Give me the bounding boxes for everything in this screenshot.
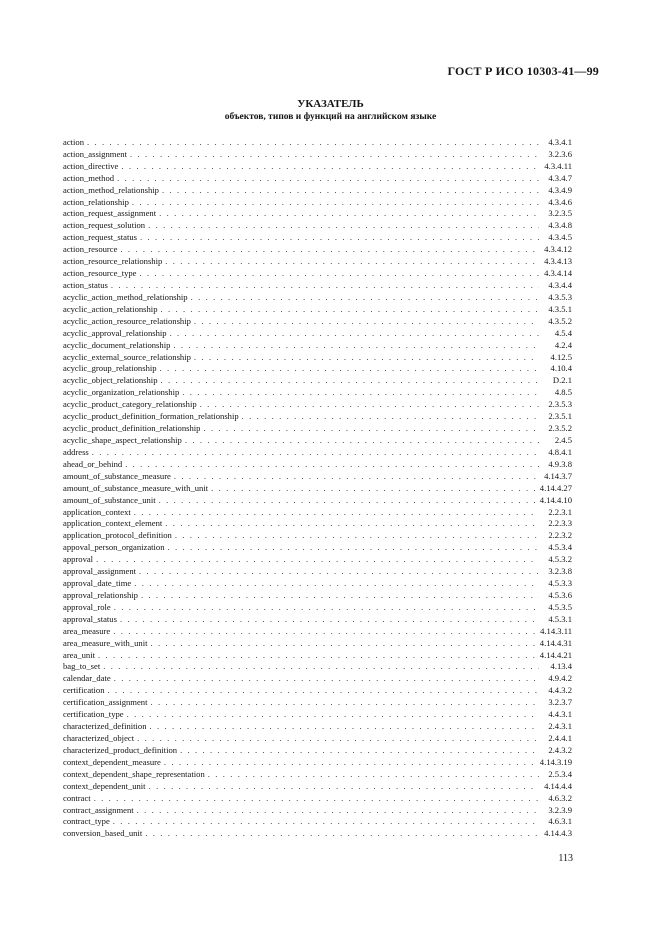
index-term: contract_type xyxy=(63,816,110,827)
index-ref: 4.14.4.27 xyxy=(539,482,572,493)
index-ref: 2.4.4.1 xyxy=(548,733,572,744)
index-term: amount_of_substance_measure xyxy=(63,470,171,481)
index-term: acyclic_object_relationship xyxy=(63,375,158,386)
index-term: action_request_assignment xyxy=(63,208,157,219)
index-entry xyxy=(63,433,572,445)
index-term: application_context_element xyxy=(63,518,163,529)
index-entry xyxy=(63,600,572,612)
index-term: approval_role xyxy=(63,601,111,612)
index-ref: 2.4.3.2 xyxy=(548,744,572,755)
dot-leader xyxy=(134,578,539,588)
index-term: acyclic_document_relationship xyxy=(63,339,171,350)
dot-leader xyxy=(173,340,539,350)
index-ref: 4.8.4.1 xyxy=(548,446,572,457)
dot-leader xyxy=(108,685,539,695)
index-term: address xyxy=(63,446,89,457)
index-ref: 3.2.3.9 xyxy=(548,804,572,815)
index-ref: 4.6.3.1 xyxy=(548,816,572,827)
index-entry xyxy=(63,171,572,183)
index-term: contract_assignment xyxy=(63,804,134,815)
dot-leader xyxy=(191,292,539,302)
index-entry xyxy=(63,671,572,683)
index-ref: 4.5.3.5 xyxy=(548,601,572,612)
index-term: area_measure xyxy=(63,625,111,636)
index-ref: 4.3.4.9 xyxy=(548,184,572,195)
dot-leader xyxy=(162,185,539,195)
index-entry xyxy=(63,564,572,576)
index-term: approval_date_time xyxy=(63,578,132,589)
index-term: approval_relationship xyxy=(63,589,138,600)
index-term: certification_type xyxy=(63,709,124,720)
dot-leader xyxy=(159,208,539,218)
index-ref: 4.14.3.11 xyxy=(540,625,572,636)
dot-leader xyxy=(114,673,539,683)
dot-leader xyxy=(174,471,539,481)
index-term: context_dependent_measure xyxy=(63,756,161,767)
dot-leader xyxy=(94,793,539,803)
dot-leader xyxy=(170,328,539,338)
index-entry xyxy=(63,218,572,230)
index-term: acyclic_approval_relationship xyxy=(63,327,167,338)
index-entry xyxy=(63,648,572,660)
index-term: action_status xyxy=(63,279,108,290)
index-term: calendar_date xyxy=(63,673,111,684)
index-entry xyxy=(63,278,572,290)
dot-leader xyxy=(185,435,539,445)
index-ref: 2.4.5 xyxy=(554,434,572,445)
index-entry xyxy=(63,445,572,457)
index-ref: 4.14.3.19 xyxy=(539,756,572,767)
index-term: context_dependent_shape_representation xyxy=(63,768,205,779)
index-ref: 4.14.4.3 xyxy=(544,828,572,839)
index-ref: 3.2.3.7 xyxy=(548,697,572,708)
index-entry xyxy=(63,183,572,195)
index-entry xyxy=(63,373,572,385)
index-ref: 4.9.3.8 xyxy=(548,458,572,469)
index-entry xyxy=(63,385,572,397)
index-entry xyxy=(63,290,572,302)
index-term: action_resource_relationship xyxy=(63,256,163,267)
index-entry xyxy=(63,362,572,374)
index-entry xyxy=(63,695,572,707)
page-number: 113 xyxy=(558,853,573,864)
index-term: area_measure_with_unit xyxy=(63,637,148,648)
index-term: approval_status xyxy=(63,613,117,624)
index-ref: D.2.1 xyxy=(552,375,572,386)
index-ref: 2.3.5.3 xyxy=(548,399,572,410)
index-entry xyxy=(63,588,572,600)
index-term: acyclic_product_category_relationship xyxy=(63,399,197,410)
index-entry xyxy=(63,779,572,791)
index-term: action_request_status xyxy=(63,232,137,243)
index-entry xyxy=(63,576,572,588)
dot-leader xyxy=(120,244,539,254)
index-ref: 4.5.4 xyxy=(554,327,572,338)
index-entry xyxy=(63,826,572,838)
index-ref: 4.4.3.2 xyxy=(548,685,572,696)
index-ref: 4.2.4 xyxy=(554,339,572,350)
index-entry xyxy=(63,767,572,779)
dot-leader xyxy=(121,161,539,171)
dot-leader xyxy=(140,232,539,242)
dot-leader xyxy=(120,614,539,624)
dot-leader xyxy=(130,149,539,159)
dot-leader xyxy=(182,387,539,397)
index-entry xyxy=(63,195,572,207)
dot-leader xyxy=(114,602,539,612)
index-ref: 4.4.3.1 xyxy=(548,709,572,720)
index-ref: 4.3.4.12 xyxy=(544,244,572,255)
index-entry xyxy=(63,135,572,147)
index-term: acyclic_action_method_relationship xyxy=(63,291,188,302)
index-ref: 2.2.3.2 xyxy=(548,530,572,541)
index-entry xyxy=(63,338,572,350)
index-ref: 4.3.4.5 xyxy=(548,232,572,243)
dot-leader xyxy=(127,709,539,719)
dot-leader xyxy=(98,650,537,660)
index-term: context_dependent_unit xyxy=(63,780,146,791)
index-entry xyxy=(63,266,572,278)
dot-leader xyxy=(242,411,539,421)
dot-leader xyxy=(194,352,539,362)
dot-leader xyxy=(145,828,539,838)
index-term: acyclic_action_resource_relationship xyxy=(63,315,191,326)
index-entry xyxy=(63,540,572,552)
index-entry xyxy=(63,683,572,695)
index-ref: 4.3.5.1 xyxy=(548,303,572,314)
dot-leader xyxy=(139,566,539,576)
index-entry xyxy=(63,326,572,338)
dot-leader xyxy=(132,197,539,207)
index-entry xyxy=(63,350,572,362)
index-term: acyclic_shape_aspect_relationship xyxy=(63,434,182,445)
dot-leader xyxy=(164,757,537,767)
index-term: acyclic_group_relationship xyxy=(63,363,157,374)
dot-leader xyxy=(148,220,539,230)
dot-leader xyxy=(87,137,539,147)
index-entry xyxy=(63,409,572,421)
index-ref: 2.5.3.4 xyxy=(548,768,572,779)
index-entry xyxy=(63,230,572,242)
index-ref: 4.14.4.4 xyxy=(544,780,572,791)
index-ref: 3.2.3.8 xyxy=(548,566,572,577)
index-term: action xyxy=(63,136,84,147)
index-entry xyxy=(63,302,572,314)
index-entry xyxy=(63,421,572,433)
index-ref: 4.3.5.3 xyxy=(548,291,572,302)
index-term: approval_assignment xyxy=(63,566,137,577)
index-entry xyxy=(63,636,572,648)
index-entry xyxy=(63,624,572,636)
index-term: certification xyxy=(63,685,105,696)
index-term: action_request_solution xyxy=(63,220,146,231)
index-term: acyclic_organization_relationship xyxy=(63,387,180,398)
index-term: action_assignment xyxy=(63,148,127,159)
index-term: action_resource xyxy=(63,244,118,255)
index-subtitle: объектов, типов и функций на английском языке xyxy=(224,112,437,122)
index-entry xyxy=(63,552,572,564)
dot-leader xyxy=(117,173,539,183)
index-term: acyclic_external_source_relationship xyxy=(63,351,191,362)
dot-leader xyxy=(134,507,539,517)
index-term: characterized_definition xyxy=(63,721,147,732)
index-entry xyxy=(63,707,572,719)
dot-leader xyxy=(137,805,539,815)
index-term: certification_assignment xyxy=(63,697,148,708)
index-term: appoval_person_organization xyxy=(63,542,165,553)
index-ref: 4.6.3.2 xyxy=(548,792,572,803)
dot-leader xyxy=(168,542,539,552)
dot-leader xyxy=(165,256,539,266)
index-ref: 4.3.4.11 xyxy=(544,160,572,171)
index-ref: 4.3.4.1 xyxy=(548,136,572,147)
index-term: amount_of_substance_measure_with_unit xyxy=(63,482,209,493)
standard-header: ГОСТ Р ИСО 10303-41—99 xyxy=(447,64,599,78)
index-list xyxy=(63,135,572,838)
index-entry xyxy=(63,314,572,326)
index-term: acyclic_product_definition_formation_relationship xyxy=(63,411,239,422)
dot-leader xyxy=(125,459,539,469)
index-ref: 4.3.4.7 xyxy=(548,172,572,183)
index-entry xyxy=(63,803,572,815)
index-ref: 4.5.3.3 xyxy=(548,578,572,589)
index-entry xyxy=(63,743,572,755)
index-entry xyxy=(63,457,572,469)
index-ref: 4.9.4.2 xyxy=(548,673,572,684)
index-entry xyxy=(63,469,572,481)
index-entry xyxy=(63,660,572,672)
index-term: action_method_relationship xyxy=(63,184,159,195)
index-term: action_relationship xyxy=(63,196,129,207)
index-term: area_unit xyxy=(63,649,95,660)
index-title: УКАЗАТЕЛЬ xyxy=(297,98,364,110)
index-term: bag_to_set xyxy=(63,661,101,672)
index-term: characterized_object xyxy=(63,733,135,744)
index-entry xyxy=(63,731,572,743)
index-entry xyxy=(63,481,572,493)
index-ref: 4.3.4.8 xyxy=(548,220,572,231)
index-entry xyxy=(63,612,572,624)
index-term: application_context xyxy=(63,506,131,517)
index-ref: 4.8.5 xyxy=(554,387,572,398)
index-ref: 3.2.3.5 xyxy=(548,208,572,219)
index-ref: 4.14.3.7 xyxy=(544,470,572,481)
index-entry xyxy=(63,397,572,409)
dot-leader xyxy=(92,447,539,457)
index-term: action_directive xyxy=(63,160,119,171)
dot-leader xyxy=(113,626,537,636)
index-ref: 2.3.5.2 xyxy=(548,423,572,434)
index-ref: 4.5.3.2 xyxy=(548,554,572,565)
index-term: action_method xyxy=(63,172,115,183)
index-ref: 3.2.3.6 xyxy=(548,148,572,159)
index-term: ahead_or_behind xyxy=(63,458,123,469)
dot-leader xyxy=(96,554,539,564)
index-term: acyclic_action_relationship xyxy=(63,303,158,314)
dot-leader xyxy=(211,483,537,493)
index-entry xyxy=(63,147,572,159)
dot-leader xyxy=(160,363,539,373)
dot-leader xyxy=(180,745,539,755)
dot-leader xyxy=(159,495,537,505)
index-ref: 4.3.4.13 xyxy=(544,256,572,267)
dot-leader xyxy=(200,399,539,409)
index-term: conversion_based_unit xyxy=(63,828,143,839)
dot-leader xyxy=(161,375,540,385)
index-ref: 4.12.5 xyxy=(550,351,572,362)
index-entry xyxy=(63,815,572,827)
dot-leader xyxy=(175,530,539,540)
index-entry xyxy=(63,517,572,529)
index-entry xyxy=(63,528,572,540)
index-ref: 4.5.3.6 xyxy=(548,589,572,600)
dot-leader xyxy=(140,268,540,278)
dot-leader xyxy=(150,638,536,648)
index-ref: 4.3.4.4 xyxy=(548,279,572,290)
index-entry xyxy=(63,254,572,266)
dot-leader xyxy=(165,518,539,528)
dot-leader xyxy=(208,769,539,779)
index-entry xyxy=(63,242,572,254)
index-entry xyxy=(63,791,572,803)
index-term: application_protocol_definition xyxy=(63,530,172,541)
index-ref: 2.4.3.1 xyxy=(548,721,572,732)
dot-leader xyxy=(113,816,539,826)
index-ref: 4.5.3.4 xyxy=(548,542,572,553)
index-entry xyxy=(63,719,572,731)
index-ref: 4.14.4.31 xyxy=(539,637,572,648)
index-ref: 4.3.5.2 xyxy=(548,315,572,326)
index-ref: 4.3.4.14 xyxy=(544,268,572,279)
dot-leader xyxy=(149,781,539,791)
index-ref: 4.3.4.6 xyxy=(548,196,572,207)
dot-leader xyxy=(161,304,540,314)
index-ref: 2.2.3.1 xyxy=(548,506,572,517)
dot-leader xyxy=(137,733,539,743)
index-entry xyxy=(63,505,572,517)
index-ref: 2.2.3.3 xyxy=(548,518,572,529)
index-entry xyxy=(63,207,572,219)
index-ref: 4.14.4.21 xyxy=(539,649,572,660)
index-ref: 4.14.4.10 xyxy=(539,494,572,505)
dot-leader xyxy=(150,721,539,731)
index-ref: 4.10.4 xyxy=(550,363,572,374)
index-entry xyxy=(63,159,572,171)
dot-leader xyxy=(103,661,539,671)
index-ref: 4.5.3.1 xyxy=(548,613,572,624)
dot-leader xyxy=(141,590,539,600)
index-term: acyclic_product_definition_relationship xyxy=(63,423,201,434)
dot-leader xyxy=(150,697,539,707)
index-term: characterized_product_definition xyxy=(63,744,178,755)
index-entry xyxy=(63,493,572,505)
dot-leader xyxy=(203,423,539,433)
index-term: contract xyxy=(63,792,91,803)
index-entry xyxy=(63,755,572,767)
index-term: action_resource_type xyxy=(63,268,137,279)
index-ref: 2.3.5.1 xyxy=(548,411,572,422)
dot-leader xyxy=(111,280,539,290)
index-term: amount_of_substance_unit xyxy=(63,494,156,505)
dot-leader xyxy=(194,316,539,326)
index-ref: 4.13.4 xyxy=(550,661,572,672)
index-term: approval xyxy=(63,554,94,565)
